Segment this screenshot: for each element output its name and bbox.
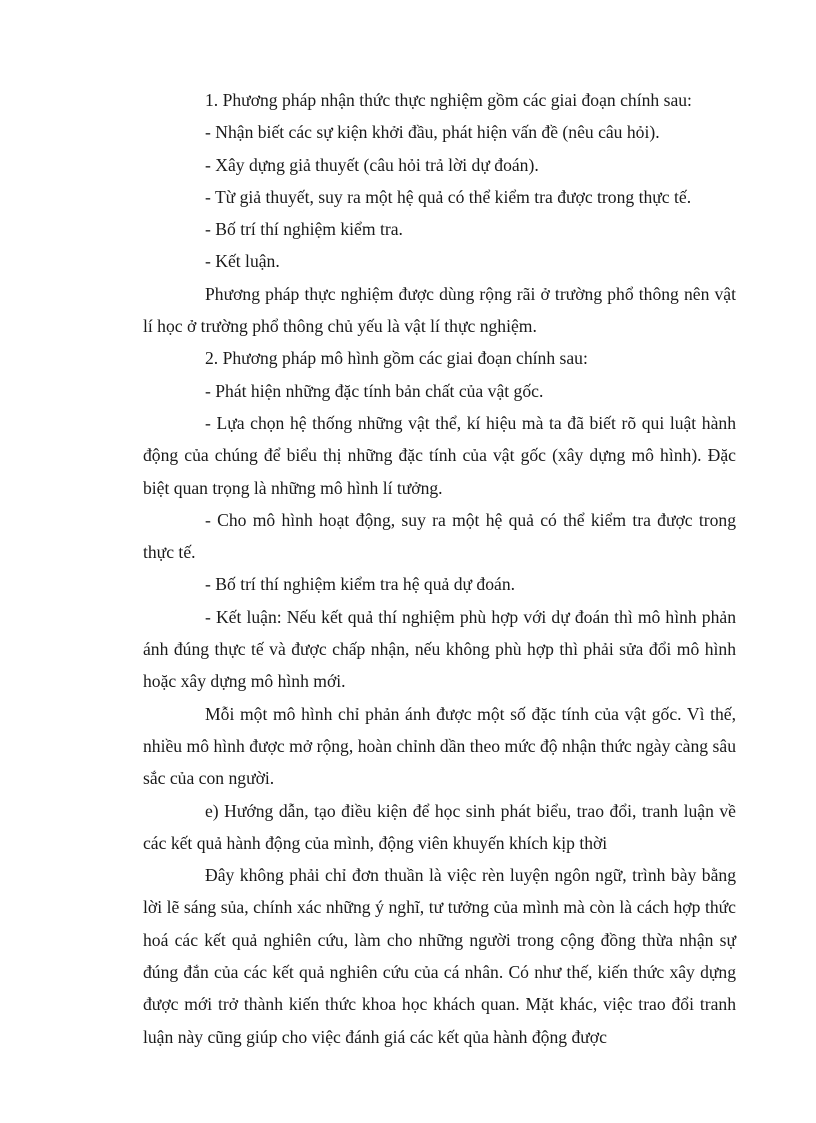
paragraph-empirical-step-5: - Kết luận. <box>205 251 280 272</box>
paragraph-section-e-heading: e) Hướng dẫn, tạo điều kiện để học sinh phát biểu, trao đổi, tranh luận về các kết quả hành động của mình, động viên khuyến khích kịp thời <box>143 800 736 853</box>
body-text <box>143 84 736 1053</box>
paragraph-model-summary: Mỗi một mô hình chỉ phản ánh được một số đặc tính của vật gốc. Vì thế, nhiều mô hình được mở rộng, hoàn chỉnh dần theo mức độ nhận thức ngày càng sâu sắc của con người. <box>143 703 736 789</box>
paragraph-section-e-body: Đây không phải chỉ đơn thuần là việc rèn luyện ngôn ngữ, trình bày bằng lời lẽ sáng sủa, chính xác những ý nghĩ, tư tưởng của mình mà còn là cách hợp thức hoá các kết quả nghiên cứu, làm cho những người trong cộng đồng thừa nhận sự đúng đắn của các kết quả nghiên cứu của cá nhân. Có như thế, kiến thức xây dựng được mới trở thành kiến thức khoa học khách quan. Mặt khác, việc trao đổi tranh luận này cũng giúp cho việc đánh giá các kết qủa hành động được <box>143 865 736 1047</box>
paragraph-empirical-step-1: - Nhận biết các sự kiện khởi đầu, phát hiện vấn đề (nêu câu hỏi). <box>205 122 660 143</box>
paragraph-model-step-2: - Lựa chọn hệ thống những vật thể, kí hiệu mà ta đã biết rõ qui luật hành động của chúng để biểu thị những đặc tính của vật gốc (xây dựng mô hình). Đặc biệt quan trọng là những mô hình lí tưởng. <box>143 412 736 498</box>
paragraph-model-step-5: - Kết luận: Nếu kết quả thí nghiệm phù hợp với dự đoán thì mô hình phản ánh đúng thực tế và được chấp nhận, nếu không phù hợp thì phải sửa đổi mô hình hoặc xây dựng mô hình mới. <box>143 606 736 692</box>
paragraph-model-step-4: - Bố trí thí nghiệm kiểm tra hệ quả dự đoán. <box>205 574 516 595</box>
paragraph-empirical-step-2: - Xây dựng giả thuyết (câu hỏi trả lời dự đoán). <box>205 154 539 175</box>
paragraph-model-step-3: - Cho mô hình hoạt động, suy ra một hệ quả có thể kiểm tra được trong thực tế. <box>143 509 736 563</box>
paragraph-model-step-1: - Phát hiện những đặc tính bản chất của vật gốc. <box>205 380 544 401</box>
paragraph-empirical-summary: Phương pháp thực nghiệm được dùng rộng rãi ở trường phổ thông nên vật lí học ở trường phổ thông chủ yếu là vật lí thực nghiệm. <box>143 283 736 337</box>
paragraph-empirical-step-4: - Bố trí thí nghiệm kiểm tra. <box>205 219 403 240</box>
paragraph-empirical-heading: 1. Phương pháp nhận thức thực nghiệm gồm các giai đoạn chính sau: <box>205 90 692 110</box>
paragraph-model-heading: 2. Phương pháp mô hình gồm các giai đoạn chính sau: <box>205 348 588 369</box>
paragraph-empirical-step-3: - Từ giả thuyết, suy ra một hệ quả có thể kiểm tra được trong thực tế. <box>205 186 692 207</box>
